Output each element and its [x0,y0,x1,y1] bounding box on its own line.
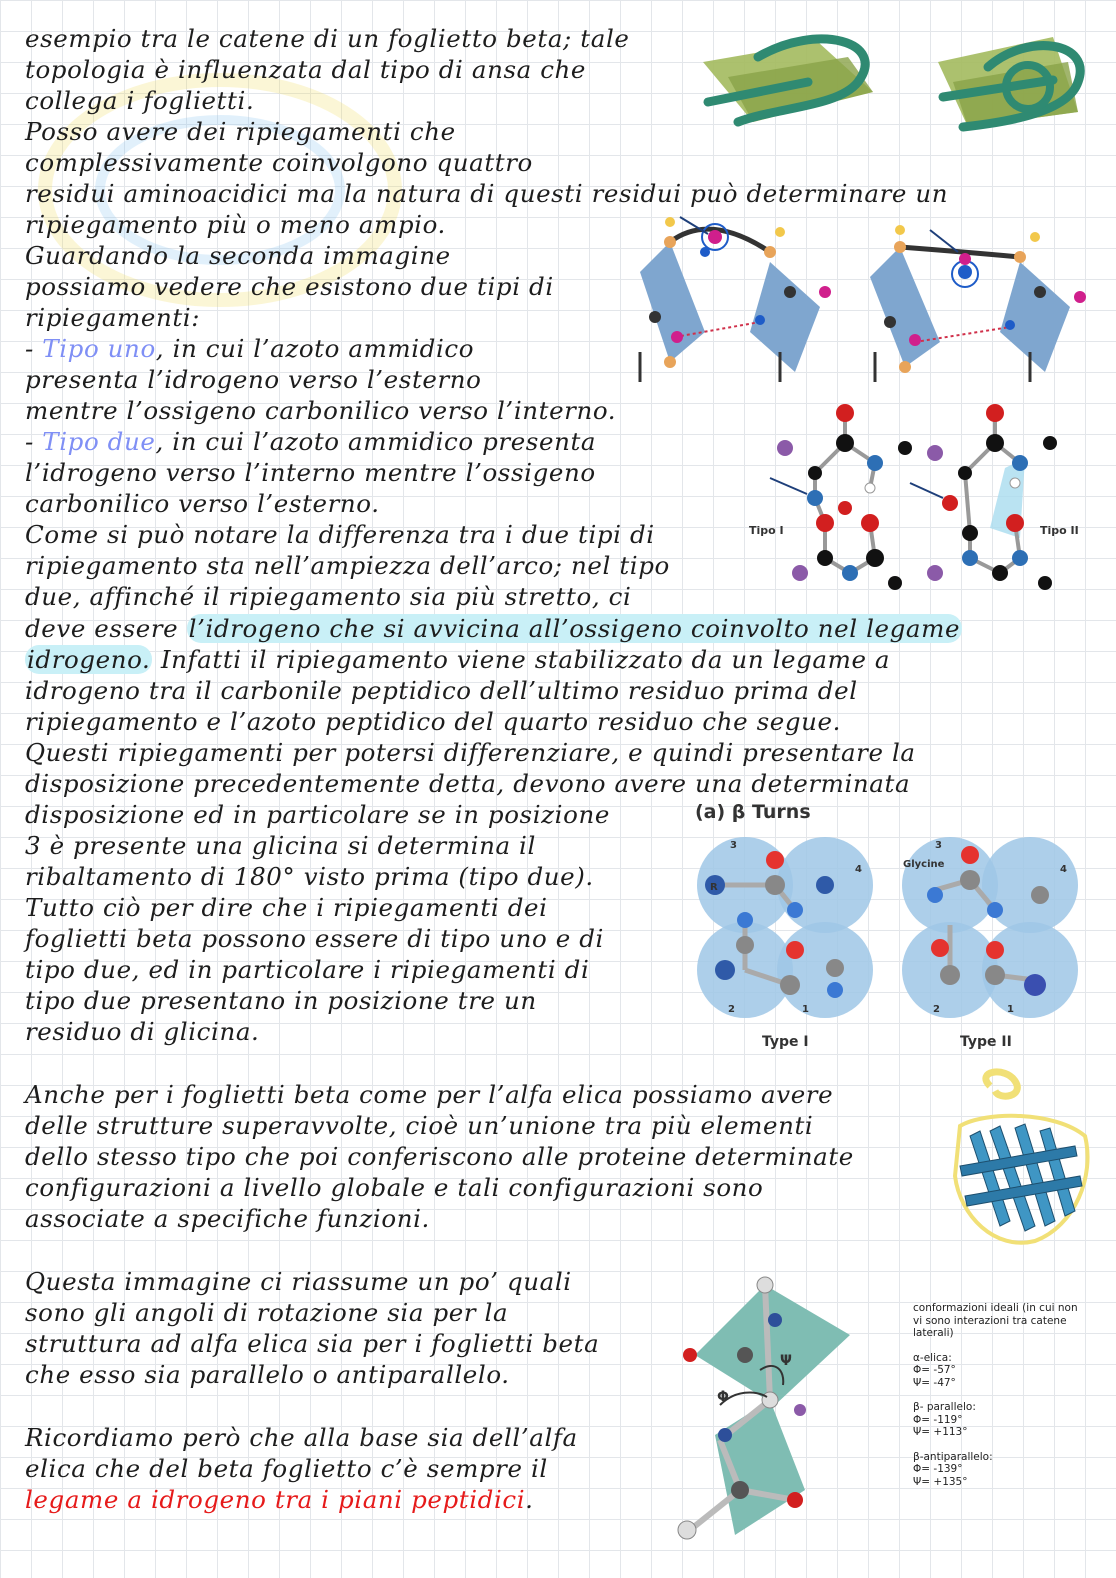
beta-antiparallel-label: β-antiparallelo: [913,1450,993,1463]
text-line: configurazioni a livello globale e tali configurazioni sono [25,1173,764,1202]
psi-symbol: Ψ [780,1353,792,1369]
text-line: che esso sia parallelo o antiparallelo. [25,1360,510,1389]
text-line: disposizione ed in particolare se in posizione [25,800,610,829]
text-line: carbonilico verso l’esterno. [25,489,380,518]
tipo-2-molecule [910,404,1079,590]
text-line: Tutto ciò per dire che i ripiegamenti dei [25,893,548,922]
position-4-label: 4 [855,864,862,875]
figure-tipo-ball-stick [745,398,1090,598]
text-line: sono gli angoli di rotazione sia per la [25,1298,509,1327]
text-line-tipo-due [25,426,596,457]
dash: - [25,427,43,456]
text-line: ribaltamento di 180° visto prima (tipo due). [25,862,594,891]
text-line-tipo-uno [25,333,474,364]
text-line: delle strutture superavvolte, cioè un’unione tra più elementi [25,1111,814,1140]
figure-turn-planes [630,212,1090,387]
text-line: ripiegamento più o meno ampio. [25,210,446,239]
highlighted-text: idrogeno. [27,645,151,674]
type-2-label: Type II [960,1034,1012,1050]
tipo-uno-label: Tipo uno [42,334,156,363]
highlighted-text: l’idrogeno che si avvicina all’ossigeno coinvolto nel legame [188,614,961,643]
text-line: ripiegamento e l’azoto peptidico del quarto residuo che segue. [25,707,842,736]
text-line: idrogeno tra il carbonile peptidico dell’ultimo residuo prima del [25,676,858,705]
beta-turn-type-1 [697,837,873,1050]
alpha-psi-value: Ψ= -47° [913,1376,956,1389]
text-line: 3 è presente una glicina si determina il [25,831,536,860]
text-line: due, affinché il ripiegamento sia più stretto, ci [25,582,632,611]
panel-intro-line: laterali) [913,1327,954,1339]
residue-r-label: R [710,882,718,893]
figure-beta-loops [698,22,1098,132]
ideal-conformations-panel [913,1302,1113,1488]
text-line: struttura ad alfa elica sia per i foglietti beta [25,1329,600,1358]
tipo-uno-text: , in cui l’azoto ammidico [155,334,475,363]
sheet-loop-left [703,39,873,122]
text-line: Questa immagine ci riassume un po’ quali [25,1267,572,1296]
turn-type-1-diagram [640,217,831,382]
text-line: esempio tra le catene di un foglietto beta; tale [25,24,630,53]
antiparallel-phi-value: Φ= -139° [913,1463,963,1475]
text-line-highlight-2 [25,644,890,675]
figure-phi-psi-planes [675,1275,905,1545]
text-line: residui aminoacidici ma la natura di questi residui può determinare un [25,179,949,208]
text-line: Anche per i foglietti beta come per l’alfa elica possiamo avere [25,1080,834,1109]
text-line: Posso avere dei ripiegamenti che [25,117,456,146]
text-line: foglietti beta possono essere di tipo uno e di [25,924,604,953]
text-line: associate a specifiche funzioni. [25,1204,430,1233]
text-line: l’idrogeno verso l’interno mentre l’ossigeno [25,458,596,487]
position-1-label: 1 [802,1004,809,1015]
panel-intro-line: conformazioni ideali (in cui non [913,1302,1078,1314]
tipo-1-label: Tipo I [749,524,784,537]
position-1-label: 1 [1007,1004,1014,1015]
parallel-psi-value: Ψ= +113° [913,1426,968,1438]
panel-intro-line: vi sono interazioni tra catene [913,1314,1067,1327]
antiparallel-psi-value: Ψ= +135° [913,1475,968,1488]
phi-symbol: Φ [717,1389,729,1405]
alpha-helix-label: α-elica: [913,1351,952,1364]
turn-type-2-diagram [870,225,1086,382]
text-line: ripiegamento sta nell’ampiezza dell’arco; nel tipo [25,551,670,580]
figure-beta-turns [690,800,1090,1055]
beta-turn-type-2 [902,837,1078,1050]
tipo-2-label: Tipo II [1040,524,1079,537]
red-emphasis-text: legame a idrogeno tra i piani peptidici [25,1485,526,1514]
type-1-label: Type I [762,1034,809,1050]
text-line: complessivamente coinvolgono quattro [25,148,533,177]
dash: - [25,334,43,363]
beta-parallel-label: β- parallelo: [913,1401,976,1413]
text-line: Come si può notare la differenza tra i due tipi di [25,520,655,549]
tipo-1-molecule [749,404,912,590]
tipo-due-label: Tipo due [42,427,156,456]
text-line: Guardando la seconda immagine [25,241,451,270]
position-3-label: 3 [730,840,737,851]
tipo-due-text: , in cui l’azoto ammidico presenta [155,427,597,456]
position-3-label: 3 [935,840,942,851]
text-line: Questi ripiegamenti per potersi differenziare, e quindi presentare la [25,738,916,767]
text-line-red [25,1484,534,1515]
text-line-highlight [25,613,962,644]
text-line: residuo di glicina. [25,1017,260,1046]
hl-rest: Infatti il ripiegamento viene stabilizzato da un legame a [152,645,891,674]
text-line: mentre l’ossigeno carbonilico verso l’interno. [25,396,617,425]
text-line: disposizione precedentemente detta, devono avere una determinata [25,769,911,798]
text-line: tipo due presentano in posizione tre un [25,986,537,1015]
text-line: presenta l’idrogeno verso l’esterno [25,365,482,394]
alpha-phi-value: Φ= -57° [913,1364,956,1376]
text-line: tipo due, ed in particolare i ripiegamenti di [25,955,590,984]
red-tail: . [525,1485,534,1514]
position-4-label: 4 [1060,864,1067,875]
beta-turns-title: (a) β Turns [695,801,811,823]
figure-beta-barrel [945,1066,1095,1256]
position-2-label: 2 [933,1004,940,1015]
sheet-loop-right [938,37,1080,127]
parallel-phi-value: Φ= -119° [913,1413,963,1426]
glycine-label: Glycine [903,859,945,870]
text-line: Ricordiamo però che alla base sia dell’alfa [25,1423,578,1452]
text-line: dello stesso tipo che poi conferiscono alle proteine determinate [25,1142,854,1171]
text-line: ripiegamenti: [25,303,201,332]
position-2-label: 2 [728,1004,735,1015]
text-line: elica che del beta foglietto c’è sempre il [25,1454,548,1483]
hl-pre: deve essere [25,614,187,643]
text-line: collega i foglietti. [25,86,255,115]
text-line: possiamo vedere che esistono due tipi di [25,272,554,301]
text-line: topologia è influenzata dal tipo di ansa che [25,55,587,84]
